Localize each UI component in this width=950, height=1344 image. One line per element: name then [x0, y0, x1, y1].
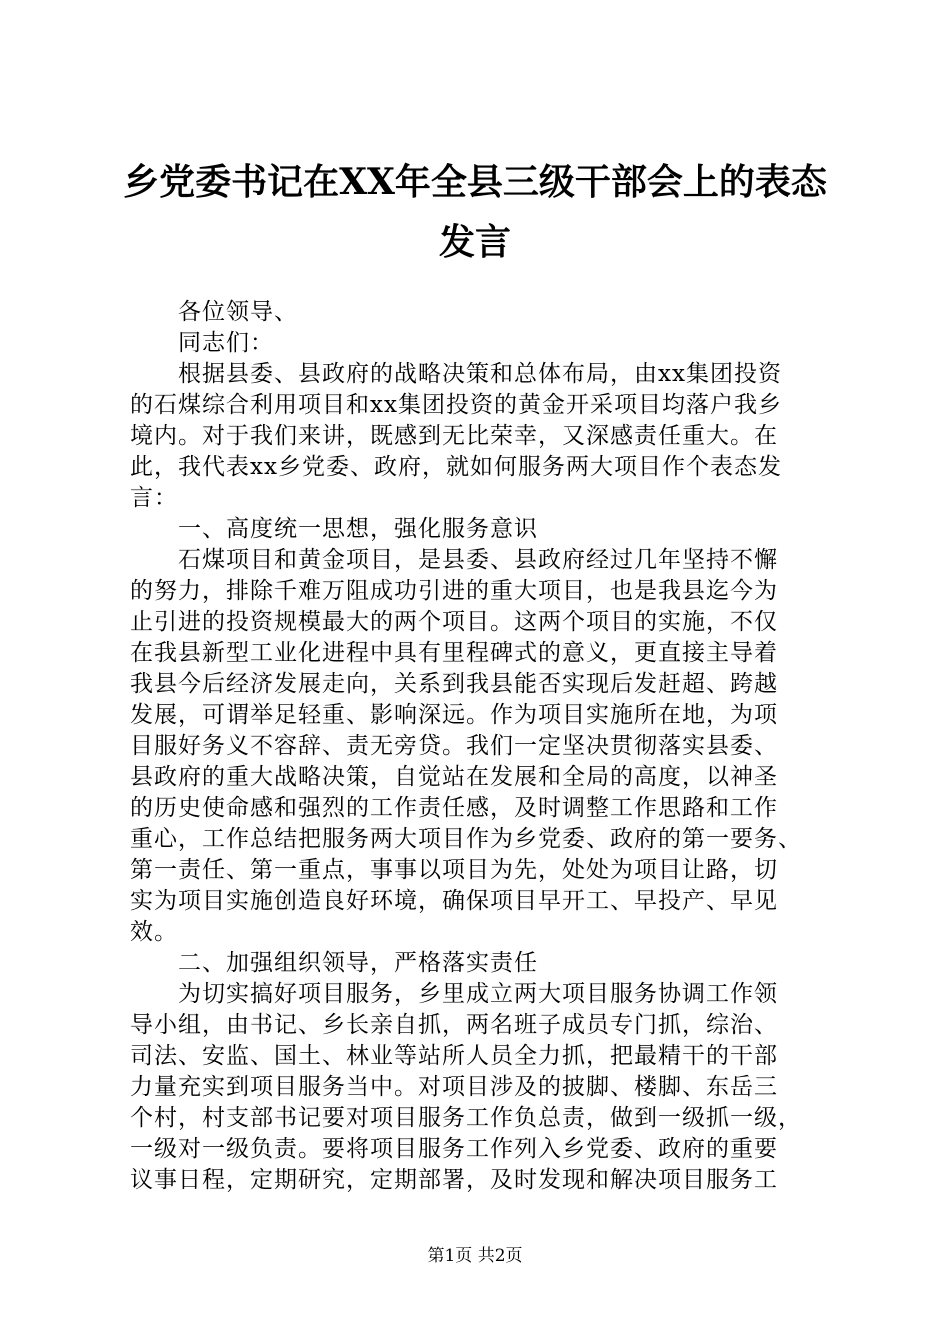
body-line: 此，我代表xx乡党委、政府，就如何服务两大项目作个表态发: [130, 454, 782, 480]
body-line: 导小组，由书记、乡长亲自抓，两名班子成员专门抓，综治、: [130, 1012, 778, 1038]
body-line: 目服好务义不容辞、责无旁贷。我们一定坚决贯彻落实县委、: [130, 733, 778, 759]
body-line: 县政府的重大战略决策，自觉站在发展和全局的高度，以神圣: [130, 764, 778, 790]
body-line: 实为项目实施创造良好环境，确保项目早开工、早投产、早见: [130, 888, 778, 914]
body-line: 的努力，排除千难万阻成功引进的重大项目，也是我县迄今为: [130, 578, 778, 604]
body-line: 一、高度统一思想，强化服务意识: [130, 516, 538, 542]
body-line: 议事日程，定期研究，定期部署，及时发现和解决项目服务工: [130, 1167, 778, 1193]
body-line: 各位领导、: [130, 299, 298, 325]
body-line: 为切实搞好项目服务，乡里成立两大项目服务协调工作领: [130, 981, 778, 1007]
body-line: 力量充实到项目服务当中。对项目涉及的披脚、楼脚、东岳三: [130, 1074, 778, 1100]
body-line: 境内。对于我们来讲，既感到无比荣幸，又深感责任重大。在: [130, 423, 778, 449]
body-line: 发展，可谓举足轻重、影响深远。作为项目实施所在地，为项: [130, 702, 778, 728]
body-line: 重心，工作总结把服务两大项目作为乡党委、政府的第一要务、: [130, 826, 802, 852]
document-body: [130, 297, 830, 1196]
page-footer: 第1页 共2页: [427, 1246, 523, 1266]
document-title-line-2: 发言: [438, 221, 511, 263]
body-line: 止引进的投资规模最大的两个项目。这两个项目的实施，不仅: [130, 609, 778, 635]
body-line: 一级对一级负责。要将项目服务工作列入乡党委、政府的重要: [130, 1136, 778, 1162]
body-line: 在我县新型工业化进程中具有里程碑式的意义，更直接主导着: [130, 640, 778, 666]
body-line: 效。: [130, 919, 178, 945]
body-line: 同志们：: [130, 330, 274, 356]
body-line: 的历史使命感和强烈的工作责任感，及时调整工作思路和工作: [130, 795, 778, 821]
body-line: 根据县委、县政府的战略决策和总体布局，由xx集团投资: [130, 361, 782, 387]
body-line: 第一责任、第一重点，事事以项目为先，处处为项目让路，切: [130, 857, 778, 883]
body-line: 我县今后经济发展走向，关系到我县能否实现后发赶超、跨越: [130, 671, 778, 697]
body-line: 言：: [130, 485, 178, 511]
body-line: 个村，村支部书记要对项目服务工作负总责，做到一级抓一级，: [130, 1105, 802, 1131]
body-line: 石煤项目和黄金项目，是县委、县政府经过几年坚持不懈: [130, 547, 778, 573]
body-line: 二、加强组织领导，严格落实责任: [130, 950, 538, 976]
document-title-line-1: 乡党委书记在XX年全县三级干部会上的表态: [123, 161, 827, 203]
body-line: 的石煤综合利用项目和xx集团投资的黄金开采项目均落户我乡: [130, 392, 782, 418]
body-line: 司法、安监、国土、林业等站所人员全力抓，把最精干的干部: [130, 1043, 778, 1069]
